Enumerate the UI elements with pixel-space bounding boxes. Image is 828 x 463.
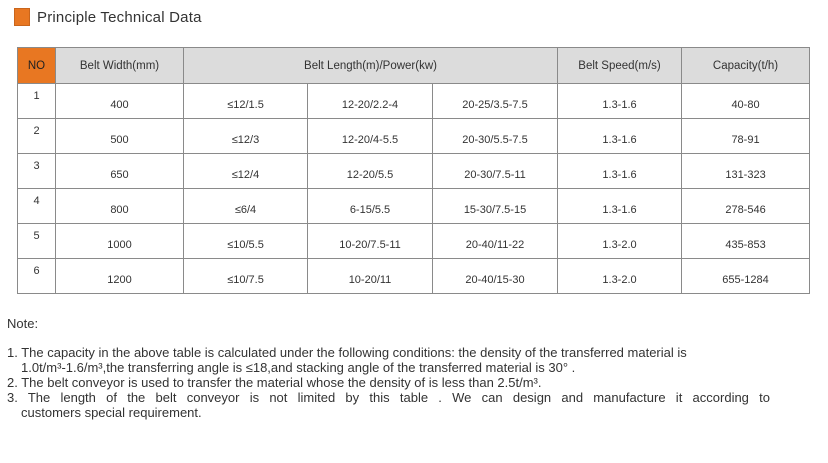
cell-belt-width — [56, 259, 184, 294]
note-item-1 — [7, 345, 822, 375]
cell-capacity-value: 40-80 — [731, 99, 760, 111]
cell-capacity-value: 78-91 — [731, 134, 760, 146]
cell-length-power-1-value: ≤6/4 — [234, 204, 257, 216]
note-3-line-2: customers special requirement. — [21, 405, 202, 420]
cell-length-power-3 — [433, 259, 558, 294]
cell-capacity — [682, 119, 810, 154]
cell-length-power-1-value: ≤12/4 — [231, 169, 260, 181]
cell-belt-speed-value: 1.3-1.6 — [602, 99, 637, 111]
cell-length-power-2-value: 10-20/11 — [348, 274, 392, 286]
cell-belt-width-value: 500 — [110, 134, 129, 146]
note-1-line-2: 1.0t/m³-1.6/m³,the transferring angle is ≤18,and stacking angle of the transferred material is 30° . — [21, 360, 576, 375]
table-row — [18, 84, 810, 119]
notes-section — [7, 316, 822, 420]
cell-length-power-2 — [308, 259, 433, 294]
table-row — [18, 119, 810, 154]
orange-square-icon — [14, 8, 30, 26]
cell-capacity — [682, 224, 810, 259]
note-1-line-1: 1. The capacity in the above table is calculated under the following conditions: the density of the transferred material is — [7, 345, 687, 360]
header-belt-length-power: Belt Length(m)/Power(kw) — [184, 48, 558, 84]
page-title: Principle Technical Data — [37, 8, 202, 26]
note-item-2 — [7, 375, 822, 390]
cell-belt-width — [56, 189, 184, 224]
cell-belt-speed — [558, 259, 682, 294]
cell-capacity-value: 278-546 — [725, 204, 766, 216]
cell-belt-speed-value: 1.3-1.6 — [602, 169, 637, 181]
cell-belt-speed-value: 1.3-2.0 — [602, 239, 637, 251]
cell-length-power-2-value: 6-15/5.5 — [349, 204, 391, 216]
cell-capacity-value: 435-853 — [725, 239, 766, 251]
cell-belt-width — [56, 154, 184, 189]
cell-length-power-3-value: 15-30/7.5-15 — [463, 204, 527, 216]
cell-belt-speed-value: 1.3-1.6 — [602, 134, 637, 146]
cell-no: 2 — [18, 119, 56, 154]
cell-length-power-1-value: ≤10/7.5 — [227, 274, 264, 286]
cell-capacity — [682, 154, 810, 189]
cell-length-power-1 — [184, 154, 308, 189]
cell-length-power-3-value: 20-40/11-22 — [465, 239, 525, 251]
cell-length-power-3-value: 20-30/7.5-11 — [464, 169, 526, 181]
technical-data-table — [17, 47, 810, 294]
cell-belt-width-value: 650 — [110, 169, 129, 181]
cell-belt-width-value: 400 — [110, 99, 129, 111]
table-row — [18, 259, 810, 294]
cell-length-power-2-value: 12-20/2.2-4 — [341, 99, 399, 111]
note-item-3 — [7, 390, 822, 420]
cell-belt-speed — [558, 189, 682, 224]
cell-length-power-3 — [433, 154, 558, 189]
section-header — [14, 8, 202, 26]
cell-belt-width — [56, 224, 184, 259]
cell-length-power-1 — [184, 189, 308, 224]
cell-belt-speed — [558, 119, 682, 154]
cell-length-power-3 — [433, 189, 558, 224]
cell-no: 6 — [18, 259, 56, 294]
cell-length-power-1 — [184, 84, 308, 119]
cell-capacity — [682, 259, 810, 294]
cell-belt-speed — [558, 84, 682, 119]
cell-belt-speed — [558, 154, 682, 189]
cell-length-power-2 — [308, 84, 433, 119]
notes-heading: Note: — [7, 316, 39, 331]
cell-belt-width — [56, 84, 184, 119]
cell-length-power-1 — [184, 259, 308, 294]
cell-length-power-2-value: 10-20/7.5-11 — [339, 239, 401, 251]
cell-length-power-2 — [308, 119, 433, 154]
cell-belt-width-value: 1200 — [107, 274, 132, 286]
cell-length-power-1 — [184, 224, 308, 259]
cell-no: 1 — [18, 84, 56, 119]
cell-capacity — [682, 189, 810, 224]
table-row — [18, 154, 810, 189]
cell-length-power-1-value: ≤12/3 — [231, 134, 260, 146]
cell-no: 4 — [18, 189, 56, 224]
table-row — [18, 189, 810, 224]
cell-belt-speed-value: 1.3-1.6 — [602, 204, 637, 216]
cell-belt-width-value: 800 — [110, 204, 129, 216]
cell-length-power-3-value: 20-40/15-30 — [465, 274, 525, 286]
header-capacity: Capacity(t/h) — [682, 48, 810, 84]
cell-capacity-value: 131-323 — [725, 169, 766, 181]
header-no: NO — [18, 48, 56, 84]
cell-belt-width — [56, 119, 184, 154]
cell-belt-width-value: 1000 — [107, 239, 132, 251]
cell-belt-speed-value: 1.3-2.0 — [602, 274, 637, 286]
cell-length-power-3-value: 20-25/3.5-7.5 — [462, 99, 528, 111]
table-header-row — [18, 48, 810, 84]
note-2-line-1: 2. The belt conveyor is used to transfer the material whose the density of is less than 2.5t/m³. — [7, 375, 542, 390]
header-belt-speed: Belt Speed(m/s) — [558, 48, 682, 84]
cell-belt-speed — [558, 224, 682, 259]
cell-capacity-value: 655-1284 — [722, 274, 769, 286]
cell-length-power-3-value: 20-30/5.5-7.5 — [462, 134, 528, 146]
cell-length-power-3 — [433, 119, 558, 154]
cell-no: 3 — [18, 154, 56, 189]
cell-length-power-3 — [433, 224, 558, 259]
table-row — [18, 224, 810, 259]
cell-length-power-2 — [308, 224, 433, 259]
note-3-line-1: 3. The length of the belt conveyor is not limited by this table . We can design and manufacture it according to — [7, 390, 770, 405]
cell-length-power-2 — [308, 154, 433, 189]
cell-length-power-1-value: ≤12/1.5 — [227, 99, 264, 111]
cell-length-power-1 — [184, 119, 308, 154]
header-belt-width: Belt Width(mm) — [56, 48, 184, 84]
cell-length-power-3 — [433, 84, 558, 119]
cell-length-power-2-value: 12-20/4-5.5 — [341, 134, 399, 146]
cell-length-power-2 — [308, 189, 433, 224]
cell-length-power-1-value: ≤10/5.5 — [227, 239, 264, 251]
cell-capacity — [682, 84, 810, 119]
cell-no: 5 — [18, 224, 56, 259]
cell-length-power-2-value: 12-20/5.5 — [346, 169, 394, 181]
